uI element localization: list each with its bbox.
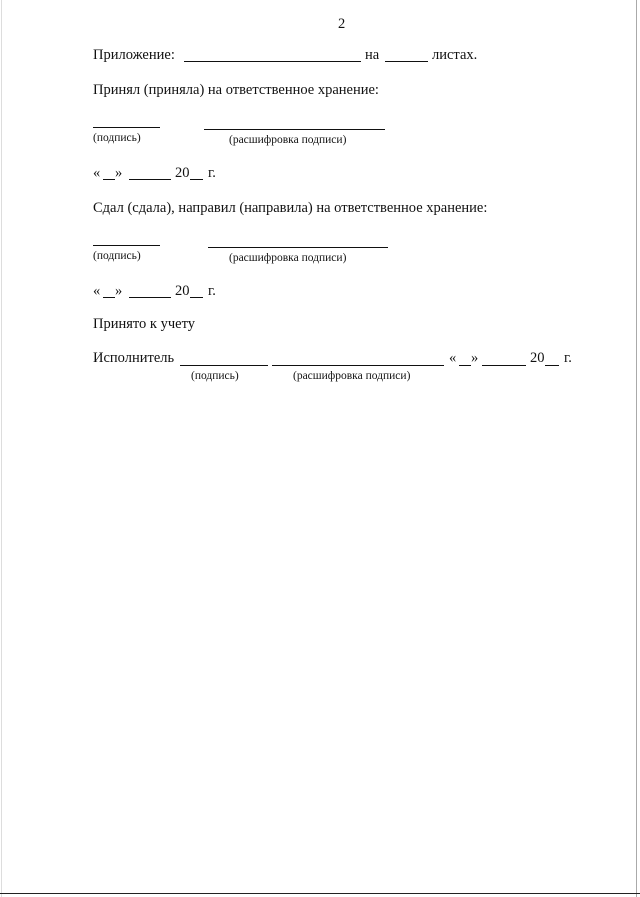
attachment-label: Приложение:	[93, 47, 175, 63]
received-month-blank-line	[129, 179, 171, 180]
attachment-sheets-text: листах.	[432, 47, 478, 63]
scan-bottom-edge	[0, 893, 640, 894]
executor-month-blank-line	[482, 365, 526, 366]
handed-year-suffix: г.	[208, 283, 216, 299]
received-decode-caption: (расшифровка подписи)	[229, 134, 347, 146]
scan-left-edge	[1, 0, 2, 897]
received-date-open-quote: «	[93, 165, 101, 181]
handed-decode-caption: (расшифровка подписи)	[229, 252, 347, 264]
received-year-blank-line	[190, 179, 203, 180]
executor-date-close-quote: »	[471, 350, 479, 366]
handed-title: Сдал (сдала), направил (направила) на ответственное хранение:	[93, 200, 488, 216]
handed-signature-line	[93, 245, 160, 246]
executor-day-blank-line	[459, 365, 471, 366]
executor-year-suffix: г.	[564, 350, 572, 366]
handed-signature-caption: (подпись)	[93, 250, 141, 262]
handed-month-blank-line	[129, 297, 171, 298]
received-year-suffix: г.	[208, 165, 216, 181]
handed-date-close-quote: »	[115, 283, 123, 299]
executor-decode-line	[272, 365, 444, 366]
accounted-title: Принято к учету	[93, 316, 195, 332]
handed-decode-line	[208, 247, 388, 248]
attachment-blank-line	[184, 61, 361, 62]
executor-year-prefix: 20	[530, 350, 545, 366]
executor-label: Исполнитель	[93, 350, 175, 366]
executor-year-blank-line	[545, 365, 559, 366]
sheets-count-blank-line	[385, 61, 428, 62]
scan-right-edge	[636, 0, 637, 897]
handed-year-blank-line	[190, 297, 203, 298]
received-title: Принял (приняла) на ответственное хранение:	[93, 82, 379, 98]
received-signature-caption: (подпись)	[93, 132, 141, 144]
received-year-prefix: 20	[175, 165, 190, 181]
handed-date-open-quote: «	[93, 283, 101, 299]
executor-date-open-quote: «	[449, 350, 457, 366]
executor-signature-caption: (подпись)	[191, 370, 239, 382]
attachment-on-text: на	[365, 47, 380, 63]
page-number: 2	[338, 16, 346, 32]
received-decode-line	[204, 129, 385, 130]
handed-day-blank-line	[103, 297, 115, 298]
received-signature-line	[93, 127, 160, 128]
executor-signature-line	[180, 365, 268, 366]
handed-year-prefix: 20	[175, 283, 190, 299]
executor-decode-caption: (расшифровка подписи)	[293, 370, 411, 382]
received-day-blank-line	[103, 179, 115, 180]
received-date-close-quote: »	[115, 165, 123, 181]
